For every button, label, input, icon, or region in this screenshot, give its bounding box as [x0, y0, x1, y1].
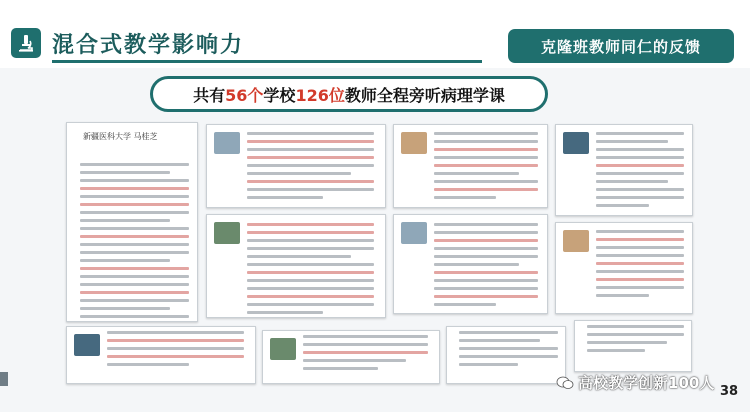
banner-school-count: 56个	[225, 85, 264, 105]
feedback-screenshot-card	[66, 326, 256, 384]
banner-middle: 学校	[263, 85, 296, 105]
avatar	[74, 334, 100, 356]
page-title: 混合式教学影响力	[52, 33, 245, 58]
avatar	[401, 132, 427, 154]
banner-suffix: 教师全程旁听病理学课	[344, 85, 505, 105]
page-number: 38	[720, 384, 739, 399]
feedback-screenshot-card	[206, 124, 386, 208]
feedback-screenshot-card	[393, 124, 548, 208]
feedback-screenshot-card	[393, 214, 548, 314]
feedback-screenshot-card	[262, 330, 440, 384]
feedback-screenshot-card	[555, 124, 693, 216]
watermark	[556, 372, 714, 393]
feedback-screenshot-card	[206, 214, 386, 318]
avatar	[270, 338, 296, 360]
feedback-screenshot-card	[66, 122, 198, 322]
feedback-screenshot-card	[555, 222, 693, 314]
stat-banner	[150, 76, 548, 112]
side-tab	[0, 372, 8, 386]
banner-teacher-count: 126位	[295, 85, 345, 105]
title-underline	[52, 60, 482, 63]
avatar	[214, 222, 240, 244]
feedback-screenshot-card	[446, 326, 566, 384]
avatar	[401, 222, 427, 244]
avatar	[214, 132, 240, 154]
wechat-icon	[556, 376, 574, 390]
watermark-text: 高校教学创新100人	[578, 374, 715, 392]
avatar	[563, 230, 589, 252]
avatar	[563, 132, 589, 154]
feedback-screenshot-card	[574, 320, 692, 372]
feedback-badge: 克隆班教师同仁的反馈	[508, 29, 734, 63]
banner-prefix: 共有	[193, 85, 226, 105]
card-author: 新疆医科大学 马桂芝	[83, 132, 158, 141]
microscope-icon	[11, 28, 41, 58]
